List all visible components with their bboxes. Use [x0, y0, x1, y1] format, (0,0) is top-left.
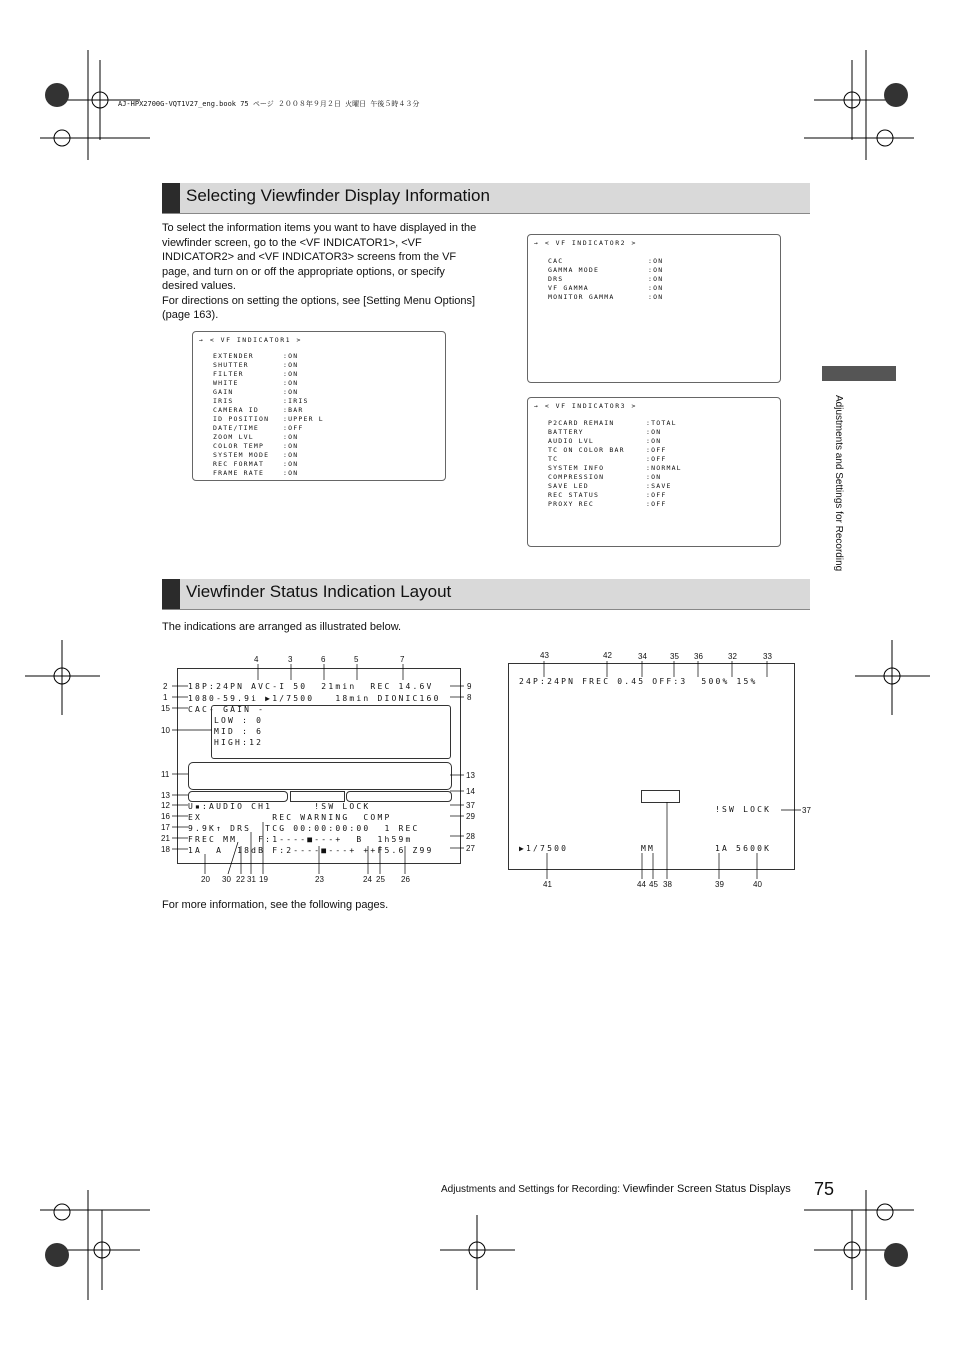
- section1-body: [162, 221, 484, 323]
- menu-item-label: SYSTEM INFO: [548, 464, 605, 472]
- vf-indicator3-menu: [527, 397, 781, 547]
- callout-number: 33: [763, 652, 772, 661]
- menu-item-label: SHUTTER: [213, 361, 249, 369]
- section-header-bar: [162, 183, 180, 213]
- paragraph: For directions on setting the options, see [Setting Menu Options] (page 163).: [162, 294, 476, 321]
- menu-item-label: SAVE LED: [548, 482, 589, 490]
- menu-item-label: CAC: [548, 257, 564, 265]
- callout-number: 16: [161, 812, 170, 821]
- menu-item-label: MONITOR GAMMA: [548, 293, 615, 301]
- vf-line: CAC- GAIN -: [188, 705, 266, 714]
- layout-intro: The indications are arranged as illustrated below.: [162, 621, 402, 633]
- callout-number: 10: [161, 726, 170, 735]
- menu-item-value: :ON: [283, 442, 299, 450]
- callout-number: 30: [222, 875, 231, 884]
- menu-item-value: :ON: [646, 437, 662, 445]
- menu-item-value: :NORMAL: [646, 464, 682, 472]
- menu-item-label: TC ON COLOR BAR: [548, 446, 625, 454]
- callout-number: 18: [161, 845, 170, 854]
- menu-item-label: ZOOM LVL: [213, 433, 254, 441]
- menu-item-label: REC FORMAT: [213, 460, 265, 468]
- menu-item-value: :ON: [648, 257, 664, 265]
- callout-number: 45: [649, 880, 658, 889]
- callout-number: 19: [259, 875, 268, 884]
- callout-number: 39: [715, 880, 724, 889]
- menu-item-label: FILTER: [213, 370, 244, 378]
- callout-number: 21: [161, 834, 170, 843]
- vf-indicator1-menu: [192, 331, 446, 481]
- chapter-side-label: [830, 395, 848, 585]
- callout-number: 20: [201, 875, 210, 884]
- paragraph: To select the information items you want to have displayed in the viewfinder screen, go to the <VF INDICATOR1>, <VF INDICATOR2> and <VF INDICATOR3> screens from the VF page, and turn on or off the appropriate options, or specify desired values.: [162, 222, 477, 292]
- callout-number: 8: [467, 693, 472, 702]
- chapter-side-text: Adjustments and Settings for Recording: [833, 395, 844, 572]
- section-header-selecting: [162, 183, 810, 214]
- callout-number: 9: [467, 682, 472, 691]
- callout-leader-lines: [150, 650, 480, 880]
- callout-number: 40: [753, 880, 762, 889]
- callout-number: 2: [163, 682, 168, 691]
- callout-number: 42: [603, 651, 612, 660]
- menu-item-label: CAMERA ID: [213, 406, 260, 414]
- footer-topic: Viewfinder Screen Status Displays: [622, 1183, 791, 1195]
- callout-number: 36: [694, 652, 703, 661]
- callout-number: 43: [540, 651, 549, 660]
- print-header-meta: AJ-HPX2700G-VQT1V27_eng.book 75 ページ ２００８年９月２日 火曜日 午後５時４３分: [118, 100, 420, 108]
- menu-item-value: :ON: [646, 473, 662, 481]
- menu-item-value: :OFF: [646, 491, 667, 499]
- callout-number: 27: [466, 844, 475, 853]
- callout-number: 5: [354, 655, 359, 664]
- callout-number: 41: [543, 880, 552, 889]
- menu-item-label: COMPRESSION: [548, 473, 605, 481]
- page-number: 75: [814, 1179, 835, 1199]
- vf-line: 1A 5600K: [715, 844, 772, 853]
- menu-item-value: :ON: [283, 370, 299, 378]
- menu-item-label: AUDIO LVL: [548, 437, 595, 445]
- menu-item-label: DRS: [548, 275, 564, 283]
- callout-number: 24: [363, 875, 372, 884]
- menu-item-value: :ON: [648, 275, 664, 283]
- callout-number: 28: [466, 832, 475, 841]
- section-header-bar: [162, 579, 180, 609]
- page-footer: [441, 1183, 791, 1195]
- menu-item-label: GAMMA MODE: [548, 266, 600, 274]
- vf-line: ▶1/7500: [519, 844, 569, 853]
- menu-item-label: REC STATUS: [548, 491, 600, 499]
- menu-item-value: :OFF: [646, 446, 667, 454]
- menu-item-label: VF GAMMA: [548, 284, 589, 292]
- callout-number: 12: [161, 801, 170, 810]
- menu-item-value: :OFF: [283, 424, 304, 432]
- callout-number: 14: [466, 787, 475, 796]
- menu-item-value: :ON: [283, 388, 299, 396]
- vf-line: FREC MM F:1----■---+ B 1h59m: [188, 835, 413, 844]
- menu-item-value: :ON: [283, 460, 299, 468]
- vf-line: 24P:24PN FREC 0.45 OFF:3 500% 15%: [519, 677, 758, 686]
- menu-item-value: :IRIS: [283, 397, 309, 405]
- menu-item-value: :OFF: [646, 455, 667, 463]
- menu-title: → < VF INDICATOR3 >: [534, 402, 637, 410]
- footer-section: Adjustments and Settings for Recording:: [441, 1184, 620, 1195]
- menu-item-value: :BAR: [283, 406, 304, 414]
- callout-number: 15: [161, 704, 170, 713]
- menu-item-value: :ON: [283, 451, 299, 459]
- callout-number: 22: [236, 875, 245, 884]
- callout-number: 17: [161, 823, 170, 832]
- vf-line: HIGH:12: [214, 738, 264, 747]
- vf-line: MID : 6: [214, 727, 264, 736]
- vf-line: MM: [641, 844, 656, 853]
- callout-number: 26: [401, 875, 410, 884]
- section-title: Viewfinder Status Indication Layout: [186, 582, 452, 601]
- callout-number: 13: [161, 791, 170, 800]
- menu-item-value: :TOTAL: [646, 419, 677, 427]
- callout-number: 25: [376, 875, 385, 884]
- menu-item-value: :ON: [283, 433, 299, 441]
- menu-item-value: :ON: [648, 266, 664, 274]
- callout-number: 11: [161, 770, 170, 779]
- callout-number: 7: [400, 655, 405, 664]
- menu-item-label: COLOR TEMP: [213, 442, 265, 450]
- callout-number: 34: [638, 652, 647, 661]
- callout-number: 3: [288, 655, 293, 664]
- vf-line: 9.9K↑ DRS TCG 00:00:00:00 1 REC: [188, 824, 420, 833]
- vf-line: EX REC WARNING COMP: [188, 813, 392, 822]
- callout-number: 44: [637, 880, 646, 889]
- vf-line: U▪:AUDIO CH1 !SW LOCK: [188, 802, 371, 811]
- callout-number: 29: [466, 812, 475, 821]
- vf-line: !SW LOCK: [715, 805, 772, 814]
- vf-line: 18P:24PN AVC-I 50 21min REC 14.6V: [188, 682, 434, 691]
- callout-number: 23: [315, 875, 324, 884]
- callout-number: 6: [321, 655, 326, 664]
- section-header-layout: [162, 579, 810, 610]
- callout-number: 1: [163, 693, 168, 702]
- menu-item-label: TC: [548, 455, 559, 463]
- menu-item-value: :ON: [283, 352, 299, 360]
- menu-item-label: P2CARD REMAIN: [548, 419, 615, 427]
- menu-item-value: :UPPER L: [283, 415, 324, 423]
- menu-item-value: :ON: [648, 293, 664, 301]
- menu-item-label: BATTERY: [548, 428, 584, 436]
- vf-line: 1080-59.9i ▶1/7500 18min DIONIC160: [188, 694, 441, 703]
- menu-item-label: FRAME RATE: [213, 469, 265, 477]
- menu-item-label: GAIN: [213, 388, 234, 396]
- menu-item-value: :OFF: [646, 500, 667, 508]
- menu-item-label: PROXY REC: [548, 500, 595, 508]
- menu-item-value: :ON: [648, 284, 664, 292]
- callout-number: 31: [247, 875, 256, 884]
- chapter-tab-marker: [822, 366, 896, 381]
- callout-number: 35: [670, 652, 679, 661]
- callout-number: 37: [466, 801, 475, 810]
- vf-line: 1A A 18dB F:2----■---+ ++F5.6 Z99: [188, 846, 434, 855]
- callout-number: 37: [802, 806, 811, 815]
- vf-line: LOW : 0: [214, 716, 264, 725]
- layout-outro: For more information, see the following pages.: [162, 899, 389, 911]
- menu-item-value: :ON: [283, 469, 299, 477]
- callout-number: 38: [663, 880, 672, 889]
- menu-item-value: :ON: [646, 428, 662, 436]
- menu-item-label: ID POSITION: [213, 415, 270, 423]
- menu-item-value: :SAVE: [646, 482, 672, 490]
- callout-leader-lines: [505, 645, 805, 885]
- callout-number: 32: [728, 652, 737, 661]
- section-title: Selecting Viewfinder Display Information: [186, 186, 490, 205]
- menu-item-label: IRIS: [213, 397, 234, 405]
- menu-item-label: DATE/TIME: [213, 424, 260, 432]
- menu-item-label: WHITE: [213, 379, 239, 387]
- vf-indicator2-menu: [527, 234, 781, 383]
- callout-number: 13: [466, 771, 475, 780]
- menu-item-label: EXTENDER: [213, 352, 254, 360]
- menu-title: → < VF INDICATOR1 >: [199, 336, 302, 344]
- menu-item-value: :ON: [283, 379, 299, 387]
- callout-number: 4: [254, 655, 259, 664]
- menu-item-label: SYSTEM MODE: [213, 451, 270, 459]
- menu-title: → < VF INDICATOR2 >: [534, 239, 637, 247]
- menu-item-value: :ON: [283, 361, 299, 369]
